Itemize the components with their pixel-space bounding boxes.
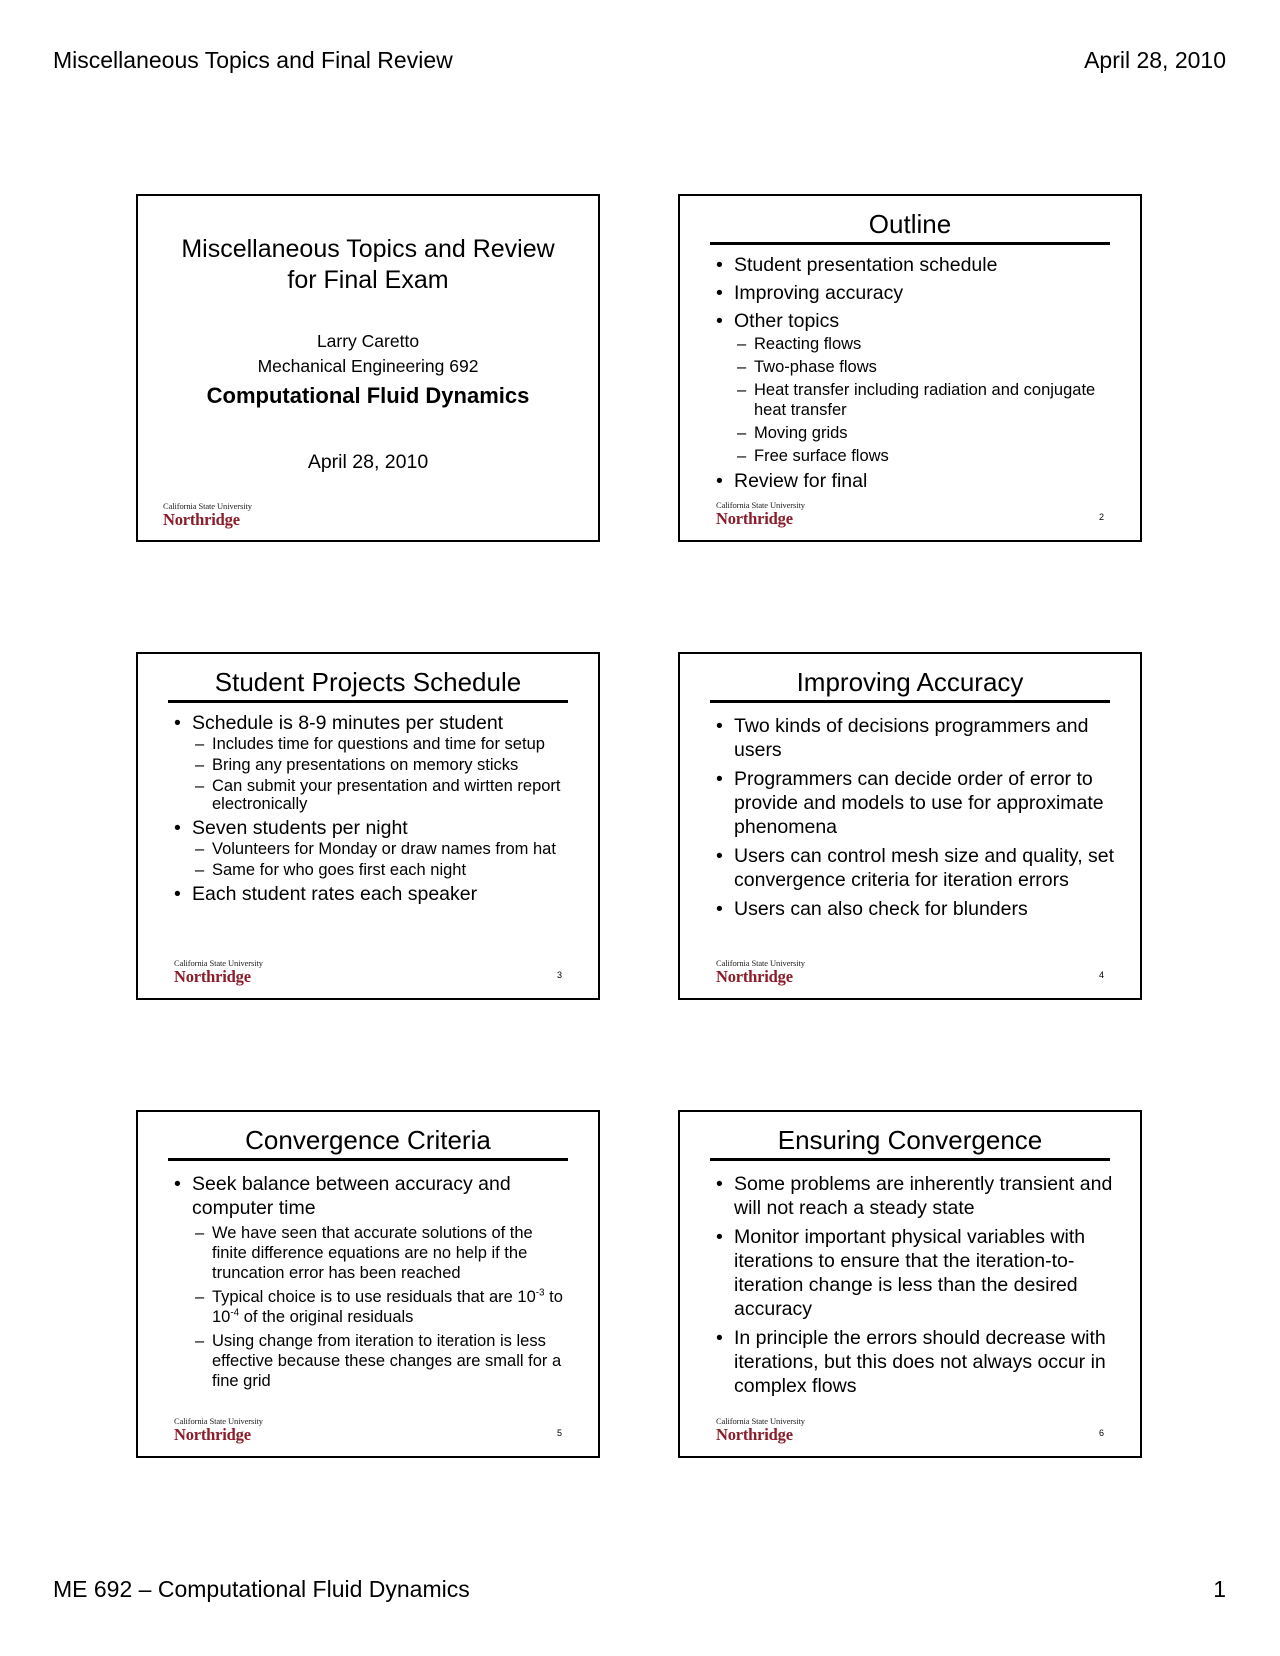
sub-list-item: – Bring any presentations on memory sticks [195, 756, 519, 774]
csun-logo [174, 1417, 263, 1443]
sub-list-item-text: Heat transfer including radiation and conjugate heat transfer [754, 381, 1096, 419]
title-rule [710, 242, 1110, 245]
slide-1 [136, 194, 600, 542]
list-item: • Users can control mesh size and quality, set convergence criteria for iteration errors [716, 845, 1115, 891]
slide-1-author: Larry Caretto [316, 331, 420, 351]
list-item: • Programmers can decide order of error to provide and models to use for approximate phenomena [716, 768, 1104, 838]
sub-list-item: – Moving grids [737, 424, 848, 442]
sub-list-item: – Reacting flows [737, 335, 862, 353]
list-item: • Each student rates each speaker [174, 883, 478, 905]
logo-university: California State University [716, 1416, 805, 1426]
sub-list-item: – Volunteers for Monday or draw names from hat [195, 840, 556, 858]
csun-logo [174, 959, 263, 985]
slide-6 [678, 1110, 1142, 1458]
logo-university: California State University [174, 1416, 263, 1426]
slide-6-title: Ensuring Convergence [777, 1125, 1043, 1155]
sub-list-item-text: Free surface flows [754, 447, 889, 465]
residuals-text-a: Typical choice is to use residuals that are 10 [212, 1288, 536, 1306]
sub-list-item-text: We have seen that accurate solutions of the finite difference equations are no help if the truncation error has been reached [212, 1224, 533, 1282]
logo-northridge: Northridge [716, 508, 793, 528]
list-item: • Users can also check for blunders [716, 898, 1028, 920]
slide-3-body [172, 711, 580, 911]
slide-2-body [714, 253, 1122, 498]
sub-list-item-text: Includes time for questions and time for setup [212, 735, 545, 753]
list-item: • Improving accuracy [716, 282, 904, 304]
sub-list-item: – Same for who goes first each night [195, 861, 467, 879]
list-item: • In principle the errors should decrease with iterations, but this does not always occur in complex flows [716, 1327, 1106, 1397]
slide-1-title-line-2: for Final Exam [287, 266, 449, 294]
sub-list-item-text: Using change from iteration to iteration is less effective because these changes are small for a fine grid [212, 1332, 562, 1390]
sub-list-item: – Free surface flows [737, 447, 889, 465]
sub-list-item: – Two-phase flows [737, 358, 877, 376]
residuals-text-c: of the original residuals [239, 1308, 414, 1326]
list-item-text: Users can also check for blunders [734, 898, 1028, 920]
slide-5-title: Convergence Criteria [245, 1125, 491, 1155]
sub-list-item: – Typical choice is to use residuals that are $10^{-3}$ to $10^{-4}$ of the original residuals [195, 1287, 563, 1326]
list-item-text: In principle the errors should decrease with iterations, but this does not always occur in complex flows [734, 1327, 1106, 1397]
slide-number: 3 [556, 970, 562, 980]
title-rule [168, 1158, 568, 1161]
list-item-text: Improving accuracy [734, 282, 904, 304]
page-number: 1 [1213, 1576, 1226, 1602]
sub-list-item: – Using change from iteration to iteration is less effective because these changes are small for a fine grid [195, 1332, 562, 1390]
list-item: • Other topics – Reacting flows – Two-phase flows – Heat transfer including radiation and conjugate heat transfer – Moving grids – Free surface flows [714, 309, 1122, 466]
sub-list-item: – We have seen that accurate solutions of the finite difference equations are no help if the truncation error has been reached [195, 1224, 533, 1282]
slide-6-body [714, 1172, 1118, 1403]
logo-northridge: Northridge [174, 966, 251, 986]
sub-list-item-text: Reacting flows [754, 335, 862, 353]
list-item: • Some problems are inherently transient and will not reach a steady state [716, 1173, 1113, 1219]
list-item: • Schedule is 8-9 minutes per student – Includes time for questions and time for setup – Bring any presentations on memory sticks – Can submit your presentation and wirtten report electronically [172, 711, 580, 813]
title-rule [710, 700, 1110, 703]
csun-logo [163, 502, 252, 528]
slide-number: 4 [1098, 970, 1104, 980]
title-rule [710, 1158, 1110, 1161]
sub-list-item: – Includes time for questions and time for setup [195, 735, 545, 753]
sub-list-item-text: Can submit your presentation and wirtten report electronically [212, 777, 561, 813]
list-item-text: Review for final [734, 470, 868, 492]
slide-1-course: Computational Fluid Dynamics [206, 383, 530, 408]
list-item: • Seek balance between accuracy and computer time – We have seen that accurate solutions of the finite difference equations are no help if the truncation error has been reached – Typical choice is to use residuals that are $10^{-3}$ to $10^{-4}$ of the original residuals – Using change from iteration to iteration is less effective because these changes are small for a fine grid [172, 1172, 570, 1391]
sub-list-item-text [212, 1288, 563, 1326]
list-item-text: Users can control mesh size and quality, set convergence criteria for iteration errors [734, 845, 1115, 891]
list-item: • Seven students per night – Volunteers for Monday or draw names from hat – Same for who goes first each night [172, 816, 580, 879]
slide-1-department: Mechanical Engineering 692 [257, 356, 479, 376]
list-item-text: Each student rates each speaker [192, 883, 478, 905]
slide-3 [136, 652, 600, 1000]
list-item: • Review for final [716, 470, 868, 492]
list-item-text: Seven students per night [192, 817, 408, 839]
csun-logo [716, 501, 805, 527]
list-item-text: Monitor important physical variables with iterations to ensure that the iteration-to-iteration change is less than the desired accuracy [734, 1226, 1086, 1320]
sub-list-item-text: Volunteers for Monday or draw names from hat [212, 840, 556, 858]
logo-university: California State University [716, 958, 805, 968]
page-header-title: Miscellaneous Topics and Final Review [53, 47, 453, 73]
slide-1-date: April 28, 2010 [307, 451, 429, 473]
list-item-text: Two kinds of decisions programmers and users [734, 715, 1089, 761]
logo-northridge: Northridge [163, 509, 240, 529]
csun-logo [716, 959, 805, 985]
logo-university: California State University [163, 501, 252, 511]
sub-list-item-text: Two-phase flows [754, 358, 877, 376]
sub-list-item-text: Bring any presentations on memory sticks [212, 756, 519, 774]
slide-4-body [714, 714, 1118, 926]
page-header-date: April 28, 2010 [1084, 47, 1226, 73]
list-item-text: Seek balance between accuracy and computer time [192, 1173, 511, 1219]
slide-2-title: Outline [868, 209, 952, 239]
exponent-2: -4 [230, 1307, 240, 1319]
slide-1-title [138, 234, 598, 296]
slide-number: 6 [1098, 1428, 1104, 1438]
slide-5-body [172, 1172, 570, 1396]
list-item: • Monitor important physical variables with iterations to ensure that the iteration-to-iteration change is less than the desired accuracy [716, 1226, 1086, 1320]
logo-university: California State University [716, 500, 805, 510]
logo-northridge: Northridge [174, 1424, 251, 1444]
title-rule [168, 700, 568, 703]
logo-northridge: Northridge [716, 1424, 793, 1444]
slide-4 [678, 652, 1142, 1000]
list-item-text: Other topics [734, 310, 840, 332]
list-item-text: Programmers can decide order of error to provide and models to use for approximate phenomena [734, 768, 1104, 838]
slide-number: 5 [556, 1428, 562, 1438]
csun-logo [716, 1417, 805, 1443]
logo-university: California State University [174, 958, 263, 968]
sub-list-item: – Heat transfer including radiation and conjugate heat transfer [737, 381, 1096, 419]
list-item-text: Some problems are inherently transient and will not reach a steady state [734, 1173, 1113, 1219]
exponent-1: -3 [535, 1287, 545, 1299]
sub-list-item-text: Moving grids [754, 424, 848, 442]
sub-list-item: – Can submit your presentation and wirtten report electronically [195, 777, 561, 813]
logo-northridge: Northridge [716, 966, 793, 986]
slide-4-title: Improving Accuracy [796, 667, 1024, 697]
slide-3-title: Student Projects Schedule [214, 667, 522, 697]
sub-list-item-text: Same for who goes first each night [212, 861, 467, 879]
slide-2 [678, 194, 1142, 542]
list-item-text: Schedule is 8-9 minutes per student [192, 712, 504, 734]
list-item: • Student presentation schedule [716, 254, 998, 276]
slide-1-title-line-1: Miscellaneous Topics and Review [181, 235, 555, 263]
slide-5 [136, 1110, 600, 1458]
slide-number: 2 [1098, 512, 1104, 522]
page-footer-course: ME 692 – Computational Fluid Dynamics [53, 1576, 470, 1602]
residuals-text-b: to 10 [212, 1288, 563, 1326]
list-item: • Two kinds of decisions programmers and users [716, 715, 1089, 761]
list-item-text: Student presentation schedule [734, 254, 998, 276]
